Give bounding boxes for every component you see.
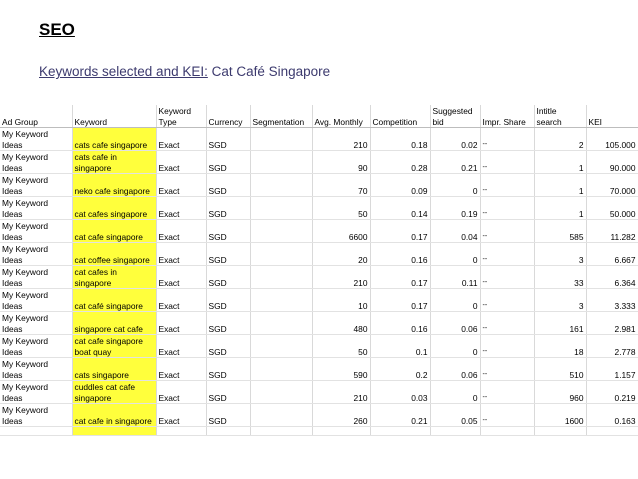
cell-ad-group: My Keyword Ideas [0, 335, 72, 358]
cell-empty [250, 427, 312, 436]
cell-keyword-type: Exact [156, 128, 206, 151]
cell-segmentation [250, 289, 312, 312]
column-header-currency: Currency [206, 105, 250, 128]
column-header-avg-monthly: Avg. Monthly [312, 105, 370, 128]
table-row [0, 128, 638, 151]
cell-avg-monthly: 70 [312, 174, 370, 197]
cell-competition: 0.16 [370, 243, 430, 266]
keyword-spreadsheet [0, 105, 638, 445]
cell-keyword: singapore cat cafe [72, 312, 156, 335]
cell-intitle-search: 2 [534, 128, 586, 151]
subtitle-topic: Cat Café Singapore [211, 64, 331, 79]
cell-suggested-bid: 0.19 [430, 197, 480, 220]
cell-currency: SGD [206, 220, 250, 243]
cell-keyword-type: Exact [156, 266, 206, 289]
cell-keyword-type: Exact [156, 358, 206, 381]
cell-empty [370, 427, 430, 436]
cell-empty [156, 427, 206, 436]
cell-competition: 0.03 [370, 381, 430, 404]
table-header-row [0, 105, 638, 128]
cell-ad-group: My Keyword Ideas [0, 404, 72, 427]
cell-competition: 0.21 [370, 404, 430, 427]
table-body [0, 128, 638, 436]
cell-competition: 0.17 [370, 220, 430, 243]
cell-impr-share: -- [480, 381, 534, 404]
cell-competition: 0.09 [370, 174, 430, 197]
cell-impr-share: -- [480, 335, 534, 358]
cell-intitle-search: 1 [534, 151, 586, 174]
keyword-table [0, 105, 638, 436]
cell-intitle-search: 510 [534, 358, 586, 381]
cell-competition: 0.1 [370, 335, 430, 358]
cell-keyword: cats singapore [72, 358, 156, 381]
cell-intitle-search: 585 [534, 220, 586, 243]
cell-avg-monthly: 90 [312, 151, 370, 174]
cell-currency: SGD [206, 174, 250, 197]
cell-suggested-bid: 0.04 [430, 220, 480, 243]
cell-intitle-search: 1 [534, 174, 586, 197]
cell-keyword: neko cafe singapore [72, 174, 156, 197]
cell-kei: 2.981 [586, 312, 638, 335]
cell-competition: 0.28 [370, 151, 430, 174]
cell-keyword-type: Exact [156, 243, 206, 266]
cell-empty [0, 427, 72, 436]
cell-avg-monthly: 260 [312, 404, 370, 427]
column-header-ad-group: Ad Group [0, 105, 72, 128]
cell-impr-share: -- [480, 266, 534, 289]
cell-suggested-bid: 0 [430, 243, 480, 266]
cell-currency: SGD [206, 151, 250, 174]
cell-avg-monthly: 6600 [312, 220, 370, 243]
cell-suggested-bid: 0 [430, 381, 480, 404]
cell-empty [534, 427, 586, 436]
cell-ad-group: My Keyword Ideas [0, 266, 72, 289]
cell-avg-monthly: 210 [312, 381, 370, 404]
table-row [0, 404, 638, 427]
cell-empty [312, 427, 370, 436]
table-row [0, 151, 638, 174]
cell-suggested-bid: 0.06 [430, 312, 480, 335]
cell-avg-monthly: 210 [312, 128, 370, 151]
cell-avg-monthly: 480 [312, 312, 370, 335]
cell-ad-group: My Keyword Ideas [0, 381, 72, 404]
cell-kei: 0.219 [586, 381, 638, 404]
column-header-impr-share: Impr. Share [480, 105, 534, 128]
cell-competition: 0.17 [370, 289, 430, 312]
cell-keyword-type: Exact [156, 151, 206, 174]
table-row [0, 197, 638, 220]
cell-competition: 0.14 [370, 197, 430, 220]
cell-intitle-search: 3 [534, 289, 586, 312]
column-header-segmentation: Segmentation [250, 105, 312, 128]
cell-ad-group: My Keyword Ideas [0, 197, 72, 220]
column-header-kei: KEI [586, 105, 638, 128]
slide-title: SEO [39, 20, 75, 39]
cell-competition: 0.2 [370, 358, 430, 381]
cell-kei: 50.000 [586, 197, 638, 220]
cell-suggested-bid: 0.06 [430, 358, 480, 381]
cell-ad-group: My Keyword Ideas [0, 128, 72, 151]
cell-kei: 70.000 [586, 174, 638, 197]
cell-segmentation [250, 404, 312, 427]
cell-intitle-search: 1 [534, 197, 586, 220]
cell-avg-monthly: 10 [312, 289, 370, 312]
column-header-keyword-type: Keyword Type [156, 105, 206, 128]
cell-segmentation [250, 151, 312, 174]
cell-kei: 90.000 [586, 151, 638, 174]
column-header-competition: Competition [370, 105, 430, 128]
cell-keyword-type: Exact [156, 404, 206, 427]
cell-suggested-bid: 0.11 [430, 266, 480, 289]
cell-segmentation [250, 220, 312, 243]
cell-empty [206, 427, 250, 436]
cell-intitle-search: 1600 [534, 404, 586, 427]
cell-keyword: cat coffee singapore [72, 243, 156, 266]
cell-empty [72, 427, 156, 436]
table-row [0, 312, 638, 335]
cell-segmentation [250, 312, 312, 335]
cell-currency: SGD [206, 197, 250, 220]
cell-keyword-type: Exact [156, 335, 206, 358]
cell-keyword: cats cafe in singapore [72, 151, 156, 174]
cell-currency: SGD [206, 289, 250, 312]
column-header-suggested-bid: Suggested bid [430, 105, 480, 128]
cell-suggested-bid: 0.05 [430, 404, 480, 427]
cell-keyword-type: Exact [156, 381, 206, 404]
cell-segmentation [250, 335, 312, 358]
subtitle-label: Keywords selected and KEI: [39, 64, 208, 79]
table-row [0, 289, 638, 312]
table-row [0, 174, 638, 197]
cell-keyword-type: Exact [156, 312, 206, 335]
table-row [0, 243, 638, 266]
cell-keyword-type: Exact [156, 220, 206, 243]
cell-segmentation [250, 381, 312, 404]
cell-kei: 11.282 [586, 220, 638, 243]
cell-kei: 6.364 [586, 266, 638, 289]
cell-kei: 0.163 [586, 404, 638, 427]
column-header-intitle-search: Intitle search [534, 105, 586, 128]
cell-ad-group: My Keyword Ideas [0, 174, 72, 197]
cell-intitle-search: 33 [534, 266, 586, 289]
column-header-keyword: Keyword [72, 105, 156, 128]
cell-empty [480, 427, 534, 436]
cell-kei: 6.667 [586, 243, 638, 266]
cell-empty [430, 427, 480, 436]
cell-suggested-bid: 0.21 [430, 151, 480, 174]
cell-intitle-search: 161 [534, 312, 586, 335]
cell-keyword: cat cafes singapore [72, 197, 156, 220]
cell-impr-share: -- [480, 197, 534, 220]
cell-currency: SGD [206, 404, 250, 427]
table-row-partial [0, 427, 638, 436]
cell-intitle-search: 3 [534, 243, 586, 266]
cell-segmentation [250, 358, 312, 381]
cell-ad-group: My Keyword Ideas [0, 312, 72, 335]
cell-keyword-type: Exact [156, 197, 206, 220]
cell-competition: 0.17 [370, 266, 430, 289]
cell-impr-share: -- [480, 243, 534, 266]
cell-impr-share: -- [480, 151, 534, 174]
cell-ad-group: My Keyword Ideas [0, 151, 72, 174]
cell-intitle-search: 960 [534, 381, 586, 404]
cell-impr-share: -- [480, 174, 534, 197]
cell-segmentation [250, 243, 312, 266]
table-row [0, 266, 638, 289]
cell-keyword: cats cafe singapore [72, 128, 156, 151]
cell-segmentation [250, 128, 312, 151]
cell-keyword: cat café singapore [72, 289, 156, 312]
table-row [0, 381, 638, 404]
cell-suggested-bid: 0 [430, 289, 480, 312]
cell-impr-share: -- [480, 312, 534, 335]
cell-avg-monthly: 50 [312, 197, 370, 220]
cell-intitle-search: 18 [534, 335, 586, 358]
cell-currency: SGD [206, 358, 250, 381]
cell-currency: SGD [206, 335, 250, 358]
cell-keyword: cat cafe singapore boat quay [72, 335, 156, 358]
cell-competition: 0.16 [370, 312, 430, 335]
cell-avg-monthly: 590 [312, 358, 370, 381]
cell-kei: 2.778 [586, 335, 638, 358]
slide-subtitle [39, 63, 330, 81]
cell-avg-monthly: 50 [312, 335, 370, 358]
cell-impr-share: -- [480, 404, 534, 427]
cell-keyword: cat cafes in singapore [72, 266, 156, 289]
cell-currency: SGD [206, 243, 250, 266]
cell-keyword: cat cafe in singapore [72, 404, 156, 427]
cell-currency: SGD [206, 266, 250, 289]
cell-segmentation [250, 174, 312, 197]
cell-suggested-bid: 0.02 [430, 128, 480, 151]
cell-currency: SGD [206, 128, 250, 151]
cell-ad-group: My Keyword Ideas [0, 289, 72, 312]
cell-kei: 105.000 [586, 128, 638, 151]
cell-impr-share: -- [480, 358, 534, 381]
table-row [0, 335, 638, 358]
cell-suggested-bid: 0 [430, 174, 480, 197]
cell-ad-group: My Keyword Ideas [0, 243, 72, 266]
cell-currency: SGD [206, 312, 250, 335]
cell-avg-monthly: 20 [312, 243, 370, 266]
cell-impr-share: -- [480, 289, 534, 312]
cell-kei: 3.333 [586, 289, 638, 312]
cell-keyword-type: Exact [156, 174, 206, 197]
cell-segmentation [250, 266, 312, 289]
cell-impr-share: -- [480, 128, 534, 151]
cell-suggested-bid: 0 [430, 335, 480, 358]
cell-keyword: cat cafe singapore [72, 220, 156, 243]
cell-ad-group: My Keyword Ideas [0, 358, 72, 381]
cell-avg-monthly: 210 [312, 266, 370, 289]
cell-ad-group: My Keyword Ideas [0, 220, 72, 243]
table-row [0, 358, 638, 381]
cell-segmentation [250, 197, 312, 220]
cell-keyword-type: Exact [156, 289, 206, 312]
cell-competition: 0.18 [370, 128, 430, 151]
cell-empty [586, 427, 638, 436]
cell-keyword: cuddles cat cafe singapore [72, 381, 156, 404]
cell-impr-share: -- [480, 220, 534, 243]
cell-kei: 1.157 [586, 358, 638, 381]
cell-currency: SGD [206, 381, 250, 404]
table-row [0, 220, 638, 243]
